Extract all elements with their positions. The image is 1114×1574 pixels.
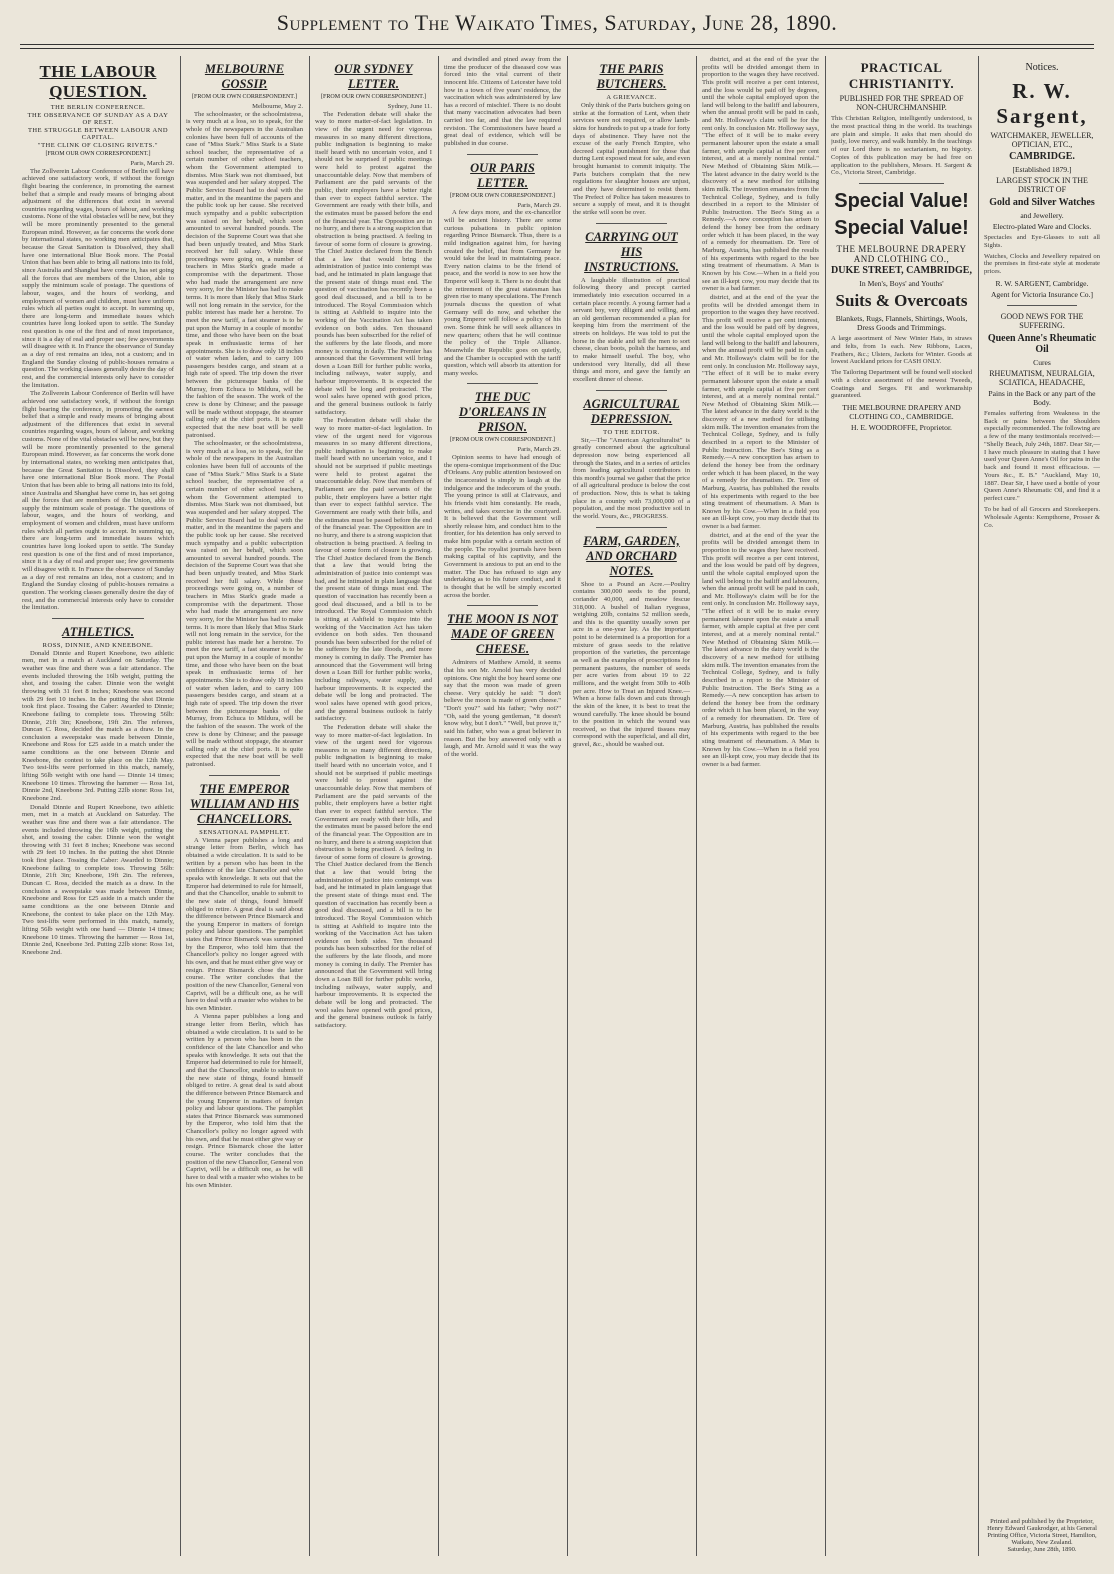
article-heading-moon: THE MOON IS NOT MADE OF GREEN CHEESE. <box>447 612 558 657</box>
ad-headline: Special Value! <box>834 217 969 240</box>
column-divider <box>438 56 439 1556</box>
subhead: THE OBSERVANCE OF SUNDAY AS A DAY OF REST. <box>27 112 169 126</box>
ad-divider <box>859 183 944 184</box>
article-continuation: and dwindled and pined away from the time the producer of the diseased cow was forced into the vital current of their innocent life. Citizens of Leicester have told how in a town of five years' residence, the vaccination which was administered by law has a record of mischief. There is no doubt that many vaccination advocates had been carried too far, and that the law required revision. The Commissioners have heard a great deal of evidence, which will be published in due course. <box>444 56 561 148</box>
imprint <box>986 1518 1098 1553</box>
ad-subtitle: PUBLISHED FOR THE SPREAD OF NON-CHURCHMANSHIP. <box>839 94 964 112</box>
article-heading-sydney: OUR SYDNEY LETTER. <box>334 62 413 91</box>
ad-divider <box>1007 305 1077 306</box>
ad-jewellery: and Jewellery. <box>1020 211 1064 220</box>
ad-agent: Agent for Victoria Insurance Co.] <box>990 289 1094 299</box>
article-heading-athletics: ATHLETICS. <box>62 624 134 639</box>
column-divider <box>309 56 310 1556</box>
subhead: A GRIEVANCE. <box>606 94 657 101</box>
column-divider <box>825 56 826 1556</box>
article-heading-paris-letter: OUR PARIS LETTER. <box>470 160 535 190</box>
correspondent-line: [FROM OUR OWN CORRESPONDENT.] <box>321 94 426 100</box>
dateline: Paris, March 29. <box>517 446 561 454</box>
ad-signature: THE MELBOURNE DRAPERY AND CLOTHING CO., CAMBRIDGE. <box>842 403 961 422</box>
masthead-title: Supplement to The Waikato Times, Saturday, June 28, 1890. <box>276 10 838 35</box>
ad-sargent-trade: WATCHMAKER, JEWELLER, OPTICIAN, ETC., <box>990 131 1094 149</box>
ad-sargent <box>984 79 1100 299</box>
ad-line: In Men's, Boys' and Youths' <box>859 279 944 289</box>
article-divider <box>467 605 537 606</box>
article-body-athletics: Donald Dinnie and Rupert Kneebone, two athletic men, met in a match at Auckland on Saturday. The weather was fine and there was a fair attendance. The events included throwing the 16lb weight, putting the shot, and tossing the caber. Dinnie won the weight throwing with 31 feet 8 inches; Kneebone was second with 29 feet 10 inches. In the putting the shot Dinnie took first place. Tossing the Caber: Awarded to Dinnie; Kneebone failing to complete toss. Throwing 56lb: Dinnie, 21ft 3in; Kneebone, 19ft 2in. The referees, Duncan C. Ross, decided the match as a draw. In the conclusion a sweepstake was made between Dinnie, Kneebone and Ross for £25 aside in a match under the same conditions as the one between Dinnie and Kneebone, the contest to take place on the 12th May. Two test-lifts were performed in this match, namely, lifting 56lb weight with one hand — Dinnie 14 times; Kneebone 10 times. Throwing the hammer — Ross 1st, Dinnie 2nd, Kneebone 3rd. Putting 22lb stone: Ross 1st, Kneebone 2nd. Donald Dinnie and Rupert Kneebone, two athletic men, met in a match at Auckland on Saturday. The weather was fine and there was a fair attendance. The events included throwing the 16lb weight, putting the shot, and tossing the caber. Dinnie won the weight throwing with 31 feet 8 inches; Kneebone was second with 29 feet 10 inches. In the putting the shot Dinnie took first place. Tossing the Caber: Awarded to Dinnie; Kneebone failing to complete toss. Throwing 56lb: Dinnie, 21ft 3in; Kneebone, 19ft 2in. The referees, Duncan C. Ross, decided the match as a draw. In the conclusion a sweepstake was made between Dinnie, Kneebone and Ross for £25 aside in a match under the same conditions as the one between Dinnie and Kneebone, the contest to take place on the 12th May. Two test-lifts were performed in this match, namely, lifting 56lb weight with one hand — Dinnie 14 times; Kneebone 10 times. Throwing the hammer — Ross 1st, Dinnie 2nd, Kneebone 3rd. Putting 22lb stone: Ross 1st, Kneebone 2nd. <box>22 649 174 956</box>
article-body-emperor: A Vienna paper publishes a long and strange letter from Berlin, which has obtained a wide circulation. It is said to be written by a person who has been in the confidence of the late Chancellor and who speaks with knowledge. It sets out that the Emperor had determined to rule for himself, and that the Chancellor, unable to submit to the new state of things, found himself obliged to retire. A great deal is said about the difference between Prince Bismarck and the young Emperor in matters of foreign policy and labour questions. The pamphlet states that Prince Bismarck was summoned by the Emperor, who told him that the Chancellor's policy no longer agreed with his own, and that he must either give way or resign. Prince Bismarck chose the latter course. The writer concludes that the position of the new Chancellor, General von Caprivi, will be a difficult one, as he will have to deal with a master who wishes to be his own Minister. A Vienna paper publishes a long and strange letter from Berlin, which has obtained a wide circulation. It is said to be written by a person who has been in the confidence of the late Chancellor and who speaks with knowledge. It sets out that the Emperor had determined to rule for himself, and that the Chancellor, unable to submit to the new state of things, found himself obliged to retire. A great deal is said about the difference between Prince Bismarck and the young Emperor in matters of foreign policy and labour questions. The pamphlet states that Prince Bismarck was summoned by the Emperor, who told him that the Chancellor's policy no longer agreed with his own, and that he must either give way or resign. Prince Bismarck chose the latter course. The writer concludes that the position of the new Chancellor, General von Caprivi, will be a difficult one, as he will have to deal with a master who wishes to be his own Minister. <box>186 836 303 1189</box>
ad-firm-street: DUKE STREET, CAMBRIDGE, <box>831 265 972 277</box>
column-paris-butchers <box>573 56 690 1556</box>
ad-pains: Pains in the Back or any part of the Body. <box>988 388 1096 407</box>
article-heading-orleans: THE DUC D'ORLEANS IN PRISON. <box>458 390 547 435</box>
ad-queen-annes-oil <box>984 312 1100 529</box>
column-farm-continued <box>702 56 819 1556</box>
correspondent-line: [FROM OUR OWN CORRESPONDENT.] <box>45 151 151 157</box>
article-divider <box>467 383 537 384</box>
article-body-carrying: A laughable illustration of practical following theory and precept carried immediately into execution occurred in a certain place recently. A young farmer had a servant boy, very diligent and willing, and an old gentleman recommended a plan for keeping him from the merriment of the streets on holidays. He was told to put the horse in the stable and tell the men to sort cheese, clean boots, polish the harness, and to make himself useful. The boy, who understood very literally, did all these things and more, and gave the family an excellent dinner of cheese. <box>573 276 690 383</box>
ad-proprietor: H. E. WOODROFFE, Proprietor. <box>851 423 952 433</box>
ad-tailoring: The Tailoring Department will be found well stocked with a choice assortment of the newest Tweeds, Coatings and Serges. Fit and workmanship guaranteed. <box>831 369 972 400</box>
article-heading-carrying: CARRYING OUT HIS INSTRUCTIONS. <box>584 229 679 274</box>
article-heading-melbourne: MELBOURNE GOSSIP. <box>204 62 285 91</box>
column-advertisements-left <box>831 56 972 1556</box>
ad-headline: Special Value! <box>834 190 969 213</box>
correspondent-line: [FROM OUR OWN CORRESPONDENT.] <box>450 437 555 444</box>
article-body-farm: Shoe to a Pound an Acre.—Poultry contains 300,000 seeds to the pound, coriander 40,000, and meadow fescue 318,000. A bushel of Italian ryegrass, weighing 20lb, contains 52 million seeds, and this is the quantity usually sown per acre in a one-year lay. As the important point to be determined is a proportion for a mixture of grass seeds to the relative proportion of the varieties, the percentage as well as the examples of proscriptions for permanent pastures, the number of seeds per acre varies from about 19 to 22 millions, and the weight from 30lb to 40lb per acre. How to Treat an Injured Knee.—When a horse falls down and cuts through the skin of the knee, it is best to treat the wound carefully. The knee should be bound to the position in which the wound was received, so that the injured tissues may correspond with the superficial, and all dirt, gravel, &c., should be washed out. <box>573 580 690 749</box>
ad-spectacles: Spectacles and Eye-Glasses to suit all Sights. <box>984 234 1100 249</box>
column-labour-question <box>22 56 174 1556</box>
masthead-rule-2 <box>20 48 1094 49</box>
correspondent-line: [FROM OUR OWN CORRESPONDENT.] <box>450 192 555 199</box>
column-advertisements-right <box>984 56 1100 1556</box>
ad-repairs: Watches, Clocks and Jewellery repaired on the premises in first-rate style at moderate prices. <box>984 252 1100 276</box>
column-sydney <box>315 56 432 1556</box>
article-heading-farm: FARM, GARDEN, AND ORCHARD NOTES. <box>583 533 680 578</box>
ad-title: PRACTICAL CHRISTIANITY. <box>848 60 955 91</box>
column-melbourne <box>186 56 303 1556</box>
ad-suits: Suits & Overcoats <box>835 291 968 311</box>
imprint-text: Printed and published by the Proprietor, Henry Edward Gaukrodger, at his General Printing Office, Victoria Street, Hamilton, Waikato, New Zealand. <box>987 1518 1097 1546</box>
ad-electro: Electro-plated Ware and Clocks. <box>992 222 1092 231</box>
article-divider <box>596 390 666 391</box>
column-divider <box>180 56 181 1556</box>
ad-body: This Christian Religion, intelligently understood, is the most practical thing in the world. Its teachings are plain and simple. It asks that men should do justly, love mercy, and walk humbly. In the teachings of our Lord there is no sectarianism, no bigotry. Copies of this publication may be had free on application to the publishers, Messrs. H. Sargent & Co., Victoria Street, Cambridge. <box>831 115 972 177</box>
article-divider <box>209 775 279 776</box>
ad-gold-watches: Gold and Silver Watches <box>989 197 1095 208</box>
correspondent-line: [FROM OUR OWN CORRESPONDENT.] <box>192 94 297 100</box>
article-divider <box>467 154 537 155</box>
ad-testimonial: Females suffering from Weakness in the Back or pains between the Shoulders especially recommended. The following are a few of the many testimonials received:— "Shelly Beach, July 24th, 1887. Dear Sir,—I have much pleasure in stating that I have used your Queen Anne's Oil for pains in the back and found it most efficacious. — Yours &c., E. B." "Auckland, May 10, 1887. Dear Sir, I have used a bottle of your Queen Anne's Rheumatic Oil, and find it a perfect cure." <box>984 409 1100 503</box>
ad-signature: R. W. SARGENT, Cambridge. <box>995 278 1089 288</box>
column-paris <box>444 56 561 1556</box>
article-heading-agricultural: AGRICULTURAL DEPRESSION. <box>583 396 680 426</box>
article-body-orleans: Opinion seems to have had enough of the opera-comique imprisonment of the Duc d'Orleans. Any public attention bestowed on the incarcerated is simply in laugh at the indulgence and the indecorum of the youth. The young prince is still at Clairvaux, and his friends visit him constantly. He reads, writes, and takes exercise in the courtyard. It is believed that the Government will shortly release him, and conduct him to the frontier, for his detention has only served to make him popular with a certain section of the people. The royalist journals have been making capital of his captivity, and the Government is anxious to put an end to the matter. The Duc has refused to sign any undertaking as to his future conduct, and it is thought that he will be simply escorted across the border. <box>444 454 561 599</box>
notices-heading: Notices. <box>1025 62 1059 73</box>
article-body-moon: Admirers of Matthew Arnold, it seems that his son Mr. Arnold has very decided opinions. One night the boy heard some one say that the moon was made of green cheese. Very quickly he said: "I don't believe the moon is made of green cheese." "Don't you?" said his father; "why not?" "Oh, said the young gentleman, "it doesn't know why, but I don't." "Well, but prove it," said his father, who was a great believer in reason. But the boy answered only with a laugh, and Mr. Arnold said it was the way of the world. <box>444 659 561 758</box>
article-body-agricultural: Sir,—The "American Agriculturalist" is greatly concerned about the agricultural depression now being experienced all through the States, and in a series of articles from leading agricultural contributors in this month's journal we gather that the price of all agricultural produce is below the cost of production. Now, this is what is taking place in a country with 73,000,000 of a population, and the most productive soil in the world. Yours, &c., PROGRESS. <box>573 436 690 520</box>
column-divider <box>696 56 697 1556</box>
ad-sargent-stock: LARGEST STOCK IN THE DISTRICT OF <box>996 176 1088 194</box>
subhead: THE BERLIN CONFERENCE. <box>50 104 146 111</box>
article-body-farm-continued: district, and at the end of the year the profits will be divided amongst them in proportion to the wages they have received. This profit will receive a per cent interest, and the loss would be paid off by degrees, until the whole capital employed upon the land will belong to the bailiff and labourers, when the annual profit will be paid in cash, and Mr. Holloway's claim will be for the rent only. In conclusion Mr. Holloway says, "The effect of it will be to make every permanent labourer upon the estate a small farmer, with ample capital at five per cent interest, and at a merely nominal rental." New Method of Obtaining Skim Milk.—The latest advance in the dairy world is the discovery of a new method for utilising skim milk. The invention emanates from the Technical College, Sydney, and is fully described in a report to the Minister of Public Instruction. The Bee's Sting as a Remedy.—A new conception has arisen to defend the honey bee from the ordinary order which it has been placed, in the way of a remedy for rheumatism. Dr. Tere of Marburg, Austria, has published the results of his experiments with regard to the bee sting treatment of rheumatism. A Man is Known by his Cow.—When in a field you see an ill-kept cow, you may decide that its owner is a bad farmer. district, and at the end of the year the profits will be divided amongst them in proportion to the wages they have received. This profit will receive a per cent interest, and the loss would be paid off by degrees, until the whole capital employed upon the land will belong to the bailiff and labourers, when the annual profit will be paid in cash, and Mr. Holloway's claim will be for the rent only. In conclusion Mr. Holloway says, "The effect of it will be to make every permanent labourer upon the estate a small farmer, with ample capital at five per cent interest, and at a merely nominal rental." New Method of Obtaining Skim Milk.—The latest advance in the dairy world is the discovery of a new method for utilising skim milk. The invention emanates from the Technical College, Sydney, and is fully described in a report to the Minister of Public Instruction. The Bee's Sting as a Remedy.—A new conception has arisen to defend the honey bee from the ordinary order which it has been placed, in the way of a remedy for rheumatism. Dr. Tere of Marburg, Austria, has published the results of his experiments with regard to the bee sting treatment of rheumatism. A Man is Known by his Cow.—When in a field you see an ill-kept cow, you may decide that its owner is a bad farmer. district, and at the end of the year the profits will be divided amongst them in proportion to the wages they have received. This profit will receive a per cent interest, and the loss would be paid off by degrees, until the whole capital employed upon the land will belong to the bailiff and labourers, when the annual profit will be paid in cash, and Mr. Holloway's claim will be for the rent only. In conclusion Mr. Holloway says, "The effect of it will be to make every permanent labourer upon the estate a small farmer, with ample capital at five per cent interest, and at a merely nominal rental." New Method of Obtaining Skim Milk.—The latest advance in the dairy world is the discovery of a new method for utilising skim milk. The invention emanates from the Technical College, Sydney, and is fully described in a report to the Minister of Public Instruction. The Bee's Sting as a Remedy.—A new conception has arisen to defend the honey bee from the ordinary order which it has been placed, in the way of a remedy for rheumatism. Dr. Tere of Marburg, Austria, has published the results of his experiments with regard to the bee sting treatment of rheumatism. A Man is Known by his Cow.—When in a field you see an ill-kept cow, you may decide that its owner is a bad farmer. <box>702 56 819 768</box>
article-body-butchers: Only think of the Paris butchers going on strike at the formation of Lent, when their services were not required, or allow lamb-skins for hundreds to put up a trade for forty days of abstinence. They have not the excuse of the early French Empire, who decreed capital punishment for those that during Lent exposed meat for sale, and even brought humanist to commit iniquity. The Paris butchers complain that the new regulations for slaughter houses are unjust, and they have determined to resist them. The Prefect of Police has taken measures to secure a supply of meat, and it is thought the strike will soon be over. <box>573 102 690 216</box>
ad-melbourne-drapery <box>831 190 972 432</box>
column-divider <box>978 56 979 1556</box>
ad-goods: Blankets, Rugs, Flannels, Shirtings, Wools, Dress Goods and Trimmings. <box>835 314 968 333</box>
column-divider <box>567 56 568 1556</box>
ad-firm-name: THE MELBOURNE DRAPERY AND CLOTHING CO., <box>836 244 967 265</box>
article-body-sydney: The Federation debate will shake the way to more matter-of-fact legislation. In view of the urgent need for vigorous measures in so many different directions, public indignation is beginning to make itself heard with no uncertain voice, and I should not be surprised if public meetings were held to protest against the unaccountable delay. Now that members of Parliament are the paid servants of the public, their employers have a better right than ever to expect faithful service. The Government are ready with their bills, and the estimates must be passed before the end of the financial year. The Opposition are in no hurry, and there is a strong suspicion that obstruction is being practised. A feeling in favour of some form of closure is growing. The Chief Justice declared from the Bench that a law that would bring the administration of justice into contempt was bad, and he intimated in plain language that the present state of things must end. The question of vaccination has recently been a good deal discussed, and a bill is to be introduced. The Royal Commission which is sitting at Ashfield to inquire into the working of the Vaccination Act has taken evidence on both sides. Ten thousand pounds has been subscribed for the relief of the sufferers by the late floods, and more money is coming in daily. The Premier has announced that the Government will bring down a Loan Bill for further public works, including railways, water supply, and harbour improvements. It is expected the debate will be long and protracted. The wool sales have opened with good prices, and the general business outlook is fairly satisfactory. The Federation debate will shake the way to more matter-of-fact legislation. In view of the urgent need for vigorous measures in so many different directions, public indignation is beginning to make itself heard with no uncertain voice, and I should not be surprised if public meetings were held to protest against the unaccountable delay. Now that members of Parliament are the paid servants of the public, their employers have a better right than ever to expect faithful service. The Government are ready with their bills, and the estimates must be passed before the end of the financial year. The Opposition are in no hurry, and there is a strong suspicion that obstruction is being practised. A feeling in favour of some form of closure is growing. The Chief Justice declared from the Bench that a law that would bring the administration of justice into contempt was bad, and he intimated in plain language that the present state of things must end. The question of vaccination has recently been a good deal discussed, and a bill is to be introduced. The Royal Commission which is sitting at Ashfield to inquire into the working of the Vaccination Act has taken evidence on both sides. Ten thousand pounds has been subscribed for the relief of the sufferers by the late floods, and more money is coming in daily. The Premier has announced that the Government will bring down a Loan Bill for further public works, including railways, water supply, and harbour improvements. It is expected the debate will be long and protracted. The wool sales have opened with good prices, and the general business outlook is fairly satisfactory. The Federation debate will shake the way to more matter-of-fact legislation. In view of the urgent need for vigorous measures in so many different directions, public indignation is beginning to make itself heard with no uncertain voice, and I should not be surprised if public meetings were held to protest against the unaccountable delay. Now that members of Parliament are the paid servants of the public, their employers have a better right than ever to expect faithful service. The Government are ready with their bills, and the estimates must be passed before the end of the financial year. The Opposition are in no hurry, and there is a strong suspicion that obstruction is being practised. A feeling in favour of some form of closure is growing. The Chief Justice declared from the Bench that a law that would bring the administration of justice into contempt was bad, and he intimated in plain language that the present state of things must end. The question of vaccination has recently been a good deal discussed, and a bill is to be introduced. The Royal Commission which is sitting at Ashfield to inquire into the working of the Vaccination Act has taken evidence on both sides. Ten thousand pounds has been subscribed for the relief of the sufferers by the late floods, and more money is coming in daily. The Premier has announced that the Government will bring down a Loan Bill for further public works, including railways, water supply, and harbour improvements. It is expected the debate will be long and protracted. The wool sales have opened with good prices, and the general business outlook is fairly satisfactory. <box>315 110 432 1029</box>
ad-druggists: To be had of all Grocers and Storekeepers. Wholesale Agents: Kempthorne, Prosser & Co. <box>984 506 1100 529</box>
ad-practical-christianity <box>831 60 972 177</box>
masthead-rule <box>20 44 1094 45</box>
article-divider <box>52 618 143 619</box>
subhead: SENSATIONAL PAMPHLET. <box>199 828 290 836</box>
dateline: Paris, March 29. <box>517 201 561 209</box>
article-heading-labour: THE LABOUR QUESTION. <box>39 62 157 101</box>
article-heading-butchers: THE PARIS BUTCHERS. <box>596 62 667 91</box>
ad-sargent-established: [Established 1879.] <box>1012 165 1072 174</box>
ad-ailments: RHEUMATISM, NEURALGIA, SCIATICA, HEADACHE, <box>989 368 1095 387</box>
ad-sargent-town: CAMBRIDGE. <box>1009 151 1075 162</box>
ad-body: A large assortment of New Winter Hats, in straws and felts, from 1s each. New Ribbons, Laces, Feathers, &c.; Ulsters, Jackets for Winter. Goods at lowest Auckland prices for CASH ONLY. <box>831 335 972 366</box>
dateline: Paris, March 29. <box>130 160 174 167</box>
article-body-melbourne: The schoolmaster, or the schoolmistress, is very much at a loss, so to speak, for the whole of the newspapers in the Australian colonies have been full of accounts of the case of "Miss Stark." Miss Stark is a State school teacher, the representative of a certain number of other school teachers, whom the Government attempted to dismiss. Miss Stark was not dismissed, but was suspended and her salary stopped. The Public Service Board had to deal with the matter, and in the meantime the papers and the public took up her cause. She received much sympathy and a public subscription was raised on her behalf, which soon amounted to several hundred pounds. The decision of the Supreme Court was that she had been unjustly treated, and Miss Stark received her full salary. While these proceedings were going on, a number of teachers in Miss Stark's grade made a compromise with the department. Those who had made the arrangement are now very sorry, for the Minister has had to make terms. It is more than likely that Miss Stark will not long remain in the service, for the public interest has made her a heroine. To meet the new tariff, a fast steamer is to be put upon the Murray in a couple of months' time, and those who have been on the boat speak in enthusiastic terms of her appointments. She is to draw only 18 inches of water when laden, and to carry 100 passengers besides cargo, and steam at a high rate of speed. The trip down the river between the picturesque banks of the Murray, from Echuca to Mildura, will be the fashion of the season. The work of the crew is done by Chinese; and the passage will be made without stoppage, the steamer calling only at the chief ports. It is quite expected that the new boat will be well patronised. The schoolmaster, or the schoolmistress, is very much at a loss, so to speak, for the whole of the newspapers in the Australian colonies have been full of accounts of the case of "Miss Stark." Miss Stark is a State school teacher, the representative of a certain number of other school teachers, whom the Government attempted to dismiss. Miss Stark was not dismissed, but was suspended and her salary stopped. The Public Service Board had to deal with the matter, and in the meantime the papers and the public took up her cause. She received much sympathy and a public subscription was raised on her behalf, which soon amounted to several hundred pounds. The decision of the Supreme Court was that she had been unjustly treated, and Miss Stark received her full salary. While these proceedings were going on, a number of teachers in Miss Stark's grade made a compromise with the department. Those who had made the arrangement are now very sorry, for the Minister has had to make terms. It is more than likely that Miss Stark will not long remain in the service, for the public interest has made her a heroine. To meet the new tariff, a fast steamer is to be put upon the Murray in a couple of months' time, and those who have been on the boat speak in enthusiastic terms of her appointments. She is to draw only 18 inches of water when laden, and to carry 100 passengers besides cargo, and steam at a high rate of speed. The trip down the river between the picturesque banks of the Murray, from Echuca to Mildura, will be the fashion of the season. The work of the crew is done by Chinese; and the passage will be made without stoppage, the steamer calling only at the chief ports. It is quite expected that the new boat will be well patronised. <box>186 110 303 769</box>
ad-queen-annes-title: Queen Anne's Rheumatic Oil <box>987 332 1097 355</box>
ad-sargent-name: R. W. Sargent, <box>996 79 1088 128</box>
article-body-labour: The Zollverein Labour Conference of Berlin will have achieved one satisfactory work, if without the foreign flight bearing the conference, in promoting the earnest belief that a simple and ready means of bringing about adjustment of the differences that exist in several countries regarding wages, hours of labour, and working customs. None of the vital obstacles will be new, but they will be more prominently presented to the general European mind. However, as far concerns the work done by international states, no working men anticipates that, because the Great Sanitation is Dissolved, they shall have one international Blue Book more. The Postal Union that has been able to bring all nations into its fold, since Australia and Shanghai have come in, has set going all the forces that are members of the Union, able to supply the minimum scale of postage. The questions of labour, wages, and the hours of working, and employment of women and children, must have uniform rules which all parties ought to accept. In summing up, there are long-term and immediate issues which countries have long looked upon to settle. The Sunday rest question is one of the first and of most importance, since it is a day of real and proper use; few governments will disagree with it. In France the observance of Sunday as a day of rest remains an idea, not a custom; and in England the Sunday closing of public-houses remains a question. The working classes generally desire the day of rest, and the commercial interests only have to consider the limitation. The Zollverein Labour Conference of Berlin will have achieved one satisfactory work, if without the foreign flight bearing the conference, in promoting the earnest belief that a simple and ready means of bringing about adjustment of the differences that exist in several countries regarding wages, hours of labour, and working customs. None of the vital obstacles will be new, but they will be more prominently presented to the general European mind. However, as far concerns the work done by international states, no working men anticipates that, because the Great Sanitation is Dissolved, they shall have one international Blue Book more. The Postal Union that has been able to bring all nations into its fold, since Australia and Shanghai have come in, has set going all the forces that are members of the Union, able to supply the minimum scale of postage. The questions of labour, wages, and the hours of working, and employment of women and children, must have uniform rules which all parties ought to accept. In summing up, there are long-term and immediate issues which countries have long looked upon to settle. The Sunday rest question is one of the first and of most importance, since it is a day of real and proper use; few governments will disagree with it. In France the observance of Sunday as a day of rest remains an idea, not a custom; and in England the Sunday closing of public-houses remains a question. The working classes generally desire the day of rest, and the commercial interests only have to consider the limitation. <box>22 167 174 612</box>
subhead: ROSS, DINNIE, AND KNEEBONE. <box>42 641 154 649</box>
article-divider <box>596 527 666 528</box>
subhead: THE STRUGGLE BETWEEN LABOUR AND CAPITAL. <box>27 127 169 141</box>
subhead: TO THE EDITOR. <box>603 428 660 436</box>
article-divider <box>596 223 666 224</box>
imprint-date: Saturday, June 28th, 1890. <box>1007 1546 1077 1553</box>
article-body-paris-letter: A few days more, and the ex-chancellor will be ancient history. There are some curious pulsations in public opinion regarding Prince Bismarck. Thus, there is a mild indignation against him, for having created the belief, that from Germany he would take the lead in maintaining peace. Every nation claims to be the friend of peace, and the world is now to see how the Emperor will keep it. There is no doubt that the retirement of the great statesman has given rise to many speculations. The French journals discuss the question of what Germany will do now, and whether the young Emperor will follow a policy of his own. Some think he will seek alliances in new quarters; others that he will continue the policy of the Triple Alliance. Meanwhile the Republic goes on quietly, and the Chamber is occupied with the tariff question, which will absorb its attention for many weeks. <box>444 209 561 377</box>
ad-cures: Cures <box>1033 357 1051 367</box>
article-heading-emperor: THE EMPEROR WILLIAM AND HIS CHANCELLORS. <box>189 781 300 826</box>
subhead: "THE CLINK OF CLOSING RIVETS." <box>37 142 159 149</box>
ad-good-news: GOOD NEWS FOR THE SUFFERING. <box>1000 311 1084 330</box>
dateline: Sydney, June 11. <box>387 103 432 110</box>
dateline: Melbourne, May 2. <box>252 103 303 110</box>
